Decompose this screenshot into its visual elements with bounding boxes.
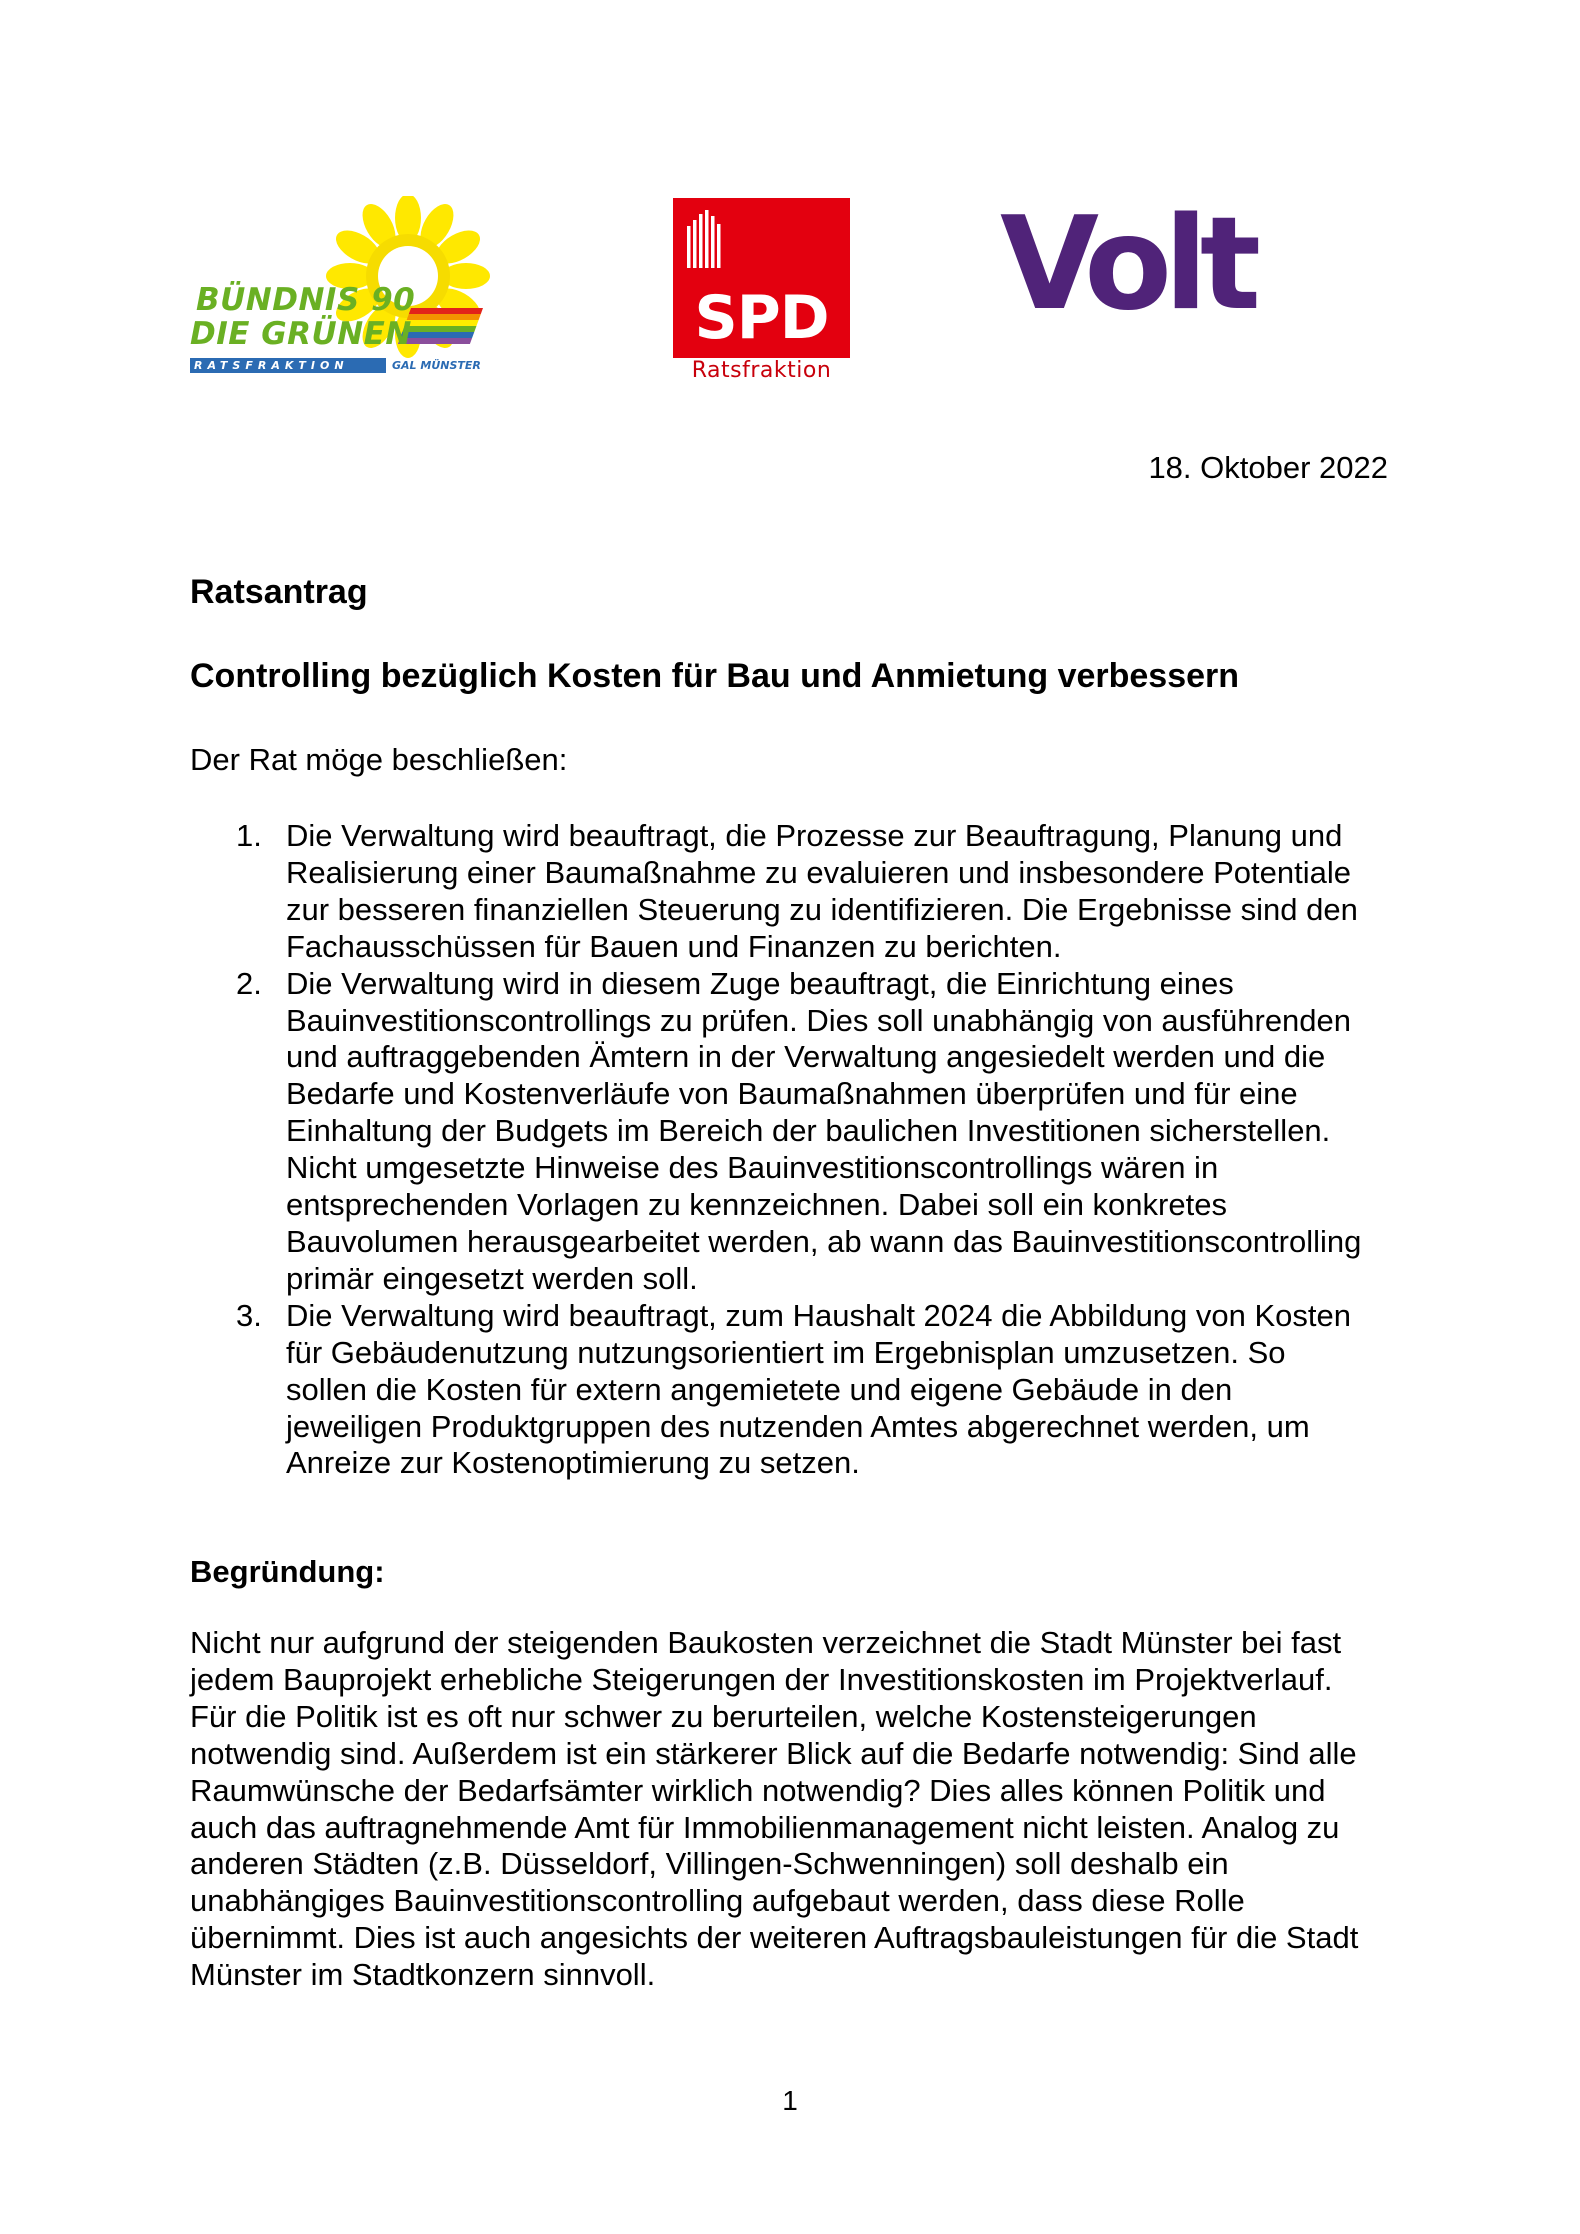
document-type: Ratsantrag <box>190 573 368 611</box>
motion-text: Die Verwaltung wird beauftragt, zum Haushalt 2024 die Abbildung von Kosten für Gebäudenutzung nutzungsorientiert im Ergebnisplan umzusetzen. So sollen die Kosten für extern angemietete und eigene Gebäude in den jeweiligen Produktgruppen des nutzenden Amtes abgerechnet werden, um Anreize zur Kostenoptimierung zu setzen. <box>286 1297 1352 1481</box>
gruene-logo-line2: DIE GRÜNEN <box>190 316 412 352</box>
motion-text: Die Verwaltung wird in diesem Zuge beauftragt, die Einrichtung eines Bauinvestitionscontrollings zu prüfen. Dies soll unabhängig von ausführenden und auftraggebenden Ämtern in der Verwaltung angesiedelt werden und die Bedarfe und Kostenverläufe von Baumaßnahmen überprüfen und für eine Einhaltung der Budgets im Bereich der baulichen Investitionen sicherstellen. Nicht umgesetzte Hinweise des Bauinvestitionscontrollings wären in entsprechenden Vorlagen zu kennzeichnen. Dabei soll ein konkretes Bauvolumen herausgearbeitet werden, ab wann das Bauinvestitionscontrolling primär eingesetzt werden soll. <box>286 965 1362 1296</box>
page-number: 1 <box>782 2085 798 2116</box>
document-title: Controlling bezüglich Kosten für Bau und Anmietung verbessern <box>190 657 1240 695</box>
begruendung-heading: Begründung: <box>190 1554 385 1589</box>
volt-logo <box>1000 190 1254 339</box>
spd-logo <box>673 198 850 385</box>
motion-item <box>190 818 1430 966</box>
motion-item <box>190 1298 1430 1483</box>
spd-logo-box <box>673 198 850 358</box>
motion-number: 2. <box>236 965 262 1001</box>
motion-text: Die Verwaltung wird beauftragt, die Prozesse zur Beauftragung, Planung und Realisierung einer Baumaßnahme zu evaluieren und insbesondere Potentiale zur besseren finanziellen Steuerung zu identifizieren. Die Ergebnisse sind den Fachausschüssen für Bauen und Finanzen zu berichten. <box>286 818 1358 964</box>
gruene-logo <box>186 196 506 386</box>
gruene-logo-gal-muenster: GAL MÜNSTER <box>392 359 481 372</box>
spd-logo-caption: Ratsfraktion <box>691 358 832 383</box>
intro-text: Der Rat möge beschließen: <box>190 742 568 777</box>
spd-stripes-icon <box>687 210 721 268</box>
gruene-logo-ratsfraktion: RATSFRAKTION <box>190 358 386 373</box>
begruendung-text: Nicht nur aufgrund der steigenden Baukosten verzeichnet die Stadt Münster bei fast jedem Bauprojekt erhebliche Steigerungen der Investitionskosten im Projektverlauf. Für die Politik ist es oft nur schwer zu berurteilen, welche Kostensteigerungen notwendig sind. Außerdem ist ein stärkerer Blick auf die Bedarfe notwendig: Sind alle Raumwünsche der Bedarfsämter wirklich notwendig? Dies alles können Politik und auch das auftragnehmende Amt für Immobilienmanagement nicht leisten. Analog zu anderen Städten (z.B. Düsseldorf, Villingen-Schwenningen) soll deshalb ein unabhängiges Bauinvestitionscontrolling aufgebaut werden, dass diese Rolle übernimmt. Dies ist auch angesichts der weiteren Auftragsbauleistungen für die Stadt Münster im Stadtkonzern sinnvoll. <box>190 1625 1359 1993</box>
volt-logo-text: Volt <box>1000 190 1254 339</box>
motion-number: 1. <box>236 818 262 853</box>
document-date: 18. Oktober 2022 <box>1148 450 1388 485</box>
motion-list <box>190 818 1430 1482</box>
motion-number: 3. <box>236 1297 262 1333</box>
spd-logo-text: SPD <box>694 283 829 353</box>
gruene-logo-line1: BÜNDNIS 90 <box>196 282 416 318</box>
motion-item <box>190 966 1430 1298</box>
